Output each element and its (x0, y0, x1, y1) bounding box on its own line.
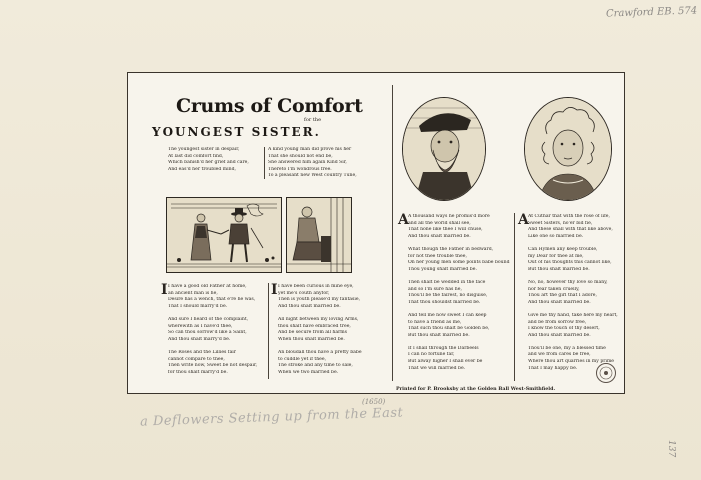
verse-line: No, no, however thy love so many, (528, 279, 608, 285)
verse-line: That we will married be. (408, 365, 466, 371)
verse-column-1 (168, 284, 264, 376)
verse-line: Thou'll be one, my a blessed time (528, 345, 606, 351)
column-divider (268, 283, 269, 379)
woodcut-couple (166, 197, 282, 273)
verse-line (408, 306, 512, 313)
verse-line: And sure I heard of the complaint, (168, 316, 249, 322)
verse-line: and be from sorrow free, (528, 319, 587, 325)
verse-line: for thou shalt marry'd be. (168, 369, 228, 375)
portrait-woman (524, 97, 612, 201)
woodcut-seated-drawing (287, 198, 351, 272)
verse-line: When thou shalt married be. (278, 336, 345, 342)
verse-line: And thou shalt married be. (408, 233, 471, 239)
verse-line: Sweet Sisters, no'er bid fie, (528, 220, 593, 226)
verse-line: A thousand ways he promis'd more (408, 214, 490, 219)
verse-line: to cuddle yet if thee, (278, 356, 327, 362)
verse-line: But alway higher I shall ever be (408, 359, 483, 365)
verse-line (168, 343, 264, 350)
woodcut-seated-figure (286, 197, 352, 273)
imprint-address: Golden Ball West-Smithfield. (477, 386, 556, 392)
verse-line: yet me's couth anyfor, (278, 290, 330, 296)
verse-line: When we two married be. (278, 369, 339, 375)
verse-line: And thou shalt marry'd be. (168, 336, 231, 342)
verse-line: That she should not end be, (268, 153, 333, 159)
verse-line (168, 310, 264, 317)
verse-line (528, 339, 620, 346)
library-stamp (596, 363, 616, 383)
verse-line: And be secure from all harms (278, 330, 348, 336)
column-divider (514, 213, 515, 381)
verse-line: Then is youth please'd my fantasie, (278, 297, 361, 303)
verse-line: Which banish'd her grief and care, (168, 160, 249, 166)
verse-line (528, 273, 620, 280)
verse-line (278, 343, 388, 350)
verse-line: I know the touch of thy desert, (528, 326, 600, 332)
drop-cap: A (518, 212, 529, 228)
verse-line (528, 306, 620, 313)
verse-line: I have been curious in mine eye, (278, 284, 354, 289)
verse-line: At Cuthar that with the rose of life, (528, 214, 610, 219)
verse-line: And thou shalt married be. (278, 303, 341, 309)
verse-line: Thou art the girl that I adore, (528, 293, 597, 299)
portrait-woman-drawing (525, 98, 611, 200)
verse-line: for not thee trouble thee, (408, 253, 467, 259)
verse-line: That none like thee I will chuse, (408, 227, 483, 233)
verse-line: The stroke and any time to sale, (278, 363, 353, 369)
verse-line: and all the world shall see, (408, 220, 471, 226)
pencil-shelfmark: Crawford EB. 574 (605, 5, 698, 20)
verse-line: Desire has a wench, that e're he was, (168, 297, 256, 303)
verse-line: Give me thy hand, take here my heart, (528, 312, 618, 318)
verse-line: Thou young shalt married be. (408, 266, 477, 272)
verse-line: wherewith as I have'd thee, (168, 323, 233, 329)
verse-line: At last did comfort find, (168, 153, 224, 159)
verse-line: thou shalt have embraced tree, (278, 323, 351, 329)
verse-line: And eas'd her troubled mind, (168, 166, 236, 172)
verse-line: nor fear taken cruelly, (528, 286, 580, 292)
verse-line: That I should marry'd be. (168, 303, 228, 309)
pencil-page-number: 137 (666, 440, 676, 458)
verse-column-4 (528, 214, 620, 372)
intro-verse-right (268, 147, 388, 180)
pencil-date: (1650) (362, 398, 386, 406)
drop-cap: I (271, 282, 278, 298)
verse-line: Then write now, Sweet be not despair, (168, 363, 258, 369)
verse-line (278, 310, 388, 317)
broadside-title: Crums of Comfort (176, 95, 363, 117)
library-stamp-mark (597, 364, 615, 382)
portrait-man (402, 97, 486, 201)
intro-verse-left (168, 147, 260, 173)
verse-line: An bloudall thou have a pretty babe (278, 349, 362, 355)
verse-line: Where thou art quarries in my prime (528, 359, 615, 365)
intro-divider (264, 147, 265, 179)
verse-line: The Roses and the Lillies fair (168, 349, 236, 355)
verse-line: And tell me now sweet I can keep (408, 312, 487, 318)
verse-line: But thou shalt married be. (528, 266, 590, 272)
verse-line (408, 339, 512, 346)
pencil-caption: a Deflowers Setting up from the East (139, 405, 404, 430)
title-connector: for the (304, 117, 322, 123)
broadside-sheet (127, 72, 625, 394)
verse-column-2 (278, 284, 388, 376)
verse-line: and we from cares be free, (528, 352, 591, 358)
verse-line: If I shall through the Darbeels (408, 345, 479, 351)
broadside-subtitle: YOUNGEST SISTER. (152, 125, 321, 139)
drop-cap: A (398, 212, 409, 228)
verse-line: Thereto I'm wondrous free. (268, 166, 332, 172)
verse-line: And these shall with that like above, (528, 227, 613, 233)
verse-line (408, 240, 512, 247)
verse-line: And thou shalt married be. (528, 299, 591, 305)
verse-line: Like one so married be. (528, 233, 584, 239)
verse-line: That such thou shalt be Golden be, (408, 326, 490, 332)
verse-line: That thou shouldst married be. (408, 299, 481, 305)
verse-line: On her young men some points babe bound (408, 260, 510, 266)
verse-line: an ancient man is he, (168, 290, 218, 296)
verse-line: What though the Father in bedward, (408, 246, 494, 252)
verse-column-3 (408, 214, 512, 372)
verse-line: I can no fortune far, (408, 352, 455, 358)
verse-line: And thou shalt married be. (528, 332, 591, 338)
verse-line: So can thou sorrow'd like a Saint, (168, 330, 247, 336)
verse-line: my Dear for thee at me, (528, 253, 584, 259)
verse-line: Then shalt be wedded in the face (408, 279, 486, 285)
verse-line: Thou'll be the fairest, no disguise, (408, 293, 488, 299)
woodcut-couple-drawing (167, 198, 281, 272)
portrait-man-drawing (403, 98, 485, 200)
verse-line: to have a friend as me, (408, 319, 462, 325)
verse-line: I have a good old Father at home, (168, 284, 247, 289)
page-divider (392, 85, 393, 381)
verse-line: cannot compare to thee, (168, 356, 225, 362)
verse-line: The youngest sister in despair, (168, 147, 240, 152)
imprint-connector: at the (460, 386, 476, 392)
verse-line: Can Hymen any keep trouble, (528, 246, 598, 252)
verse-line (528, 240, 620, 247)
verse-line: A kind young man did prove his her (268, 147, 352, 152)
verse-line (408, 273, 512, 280)
imprint-printer: Printed for P. Brooksby (396, 386, 459, 392)
verse-line: That I may happy be. (528, 365, 578, 371)
drop-cap: I (161, 282, 168, 298)
verse-line: All night between my loving Arms, (278, 316, 359, 322)
verse-line: She answered him again Kind Sir, (268, 160, 347, 166)
imprint-line (396, 386, 555, 392)
verse-line: Out of his thoughts this cannot like, (528, 260, 612, 266)
verse-line: But thou shalt married be. (408, 332, 470, 338)
verse-line: and so I'm sure has he, (408, 286, 462, 292)
verse-line: To a pleasant new West country Tune, (268, 173, 357, 179)
